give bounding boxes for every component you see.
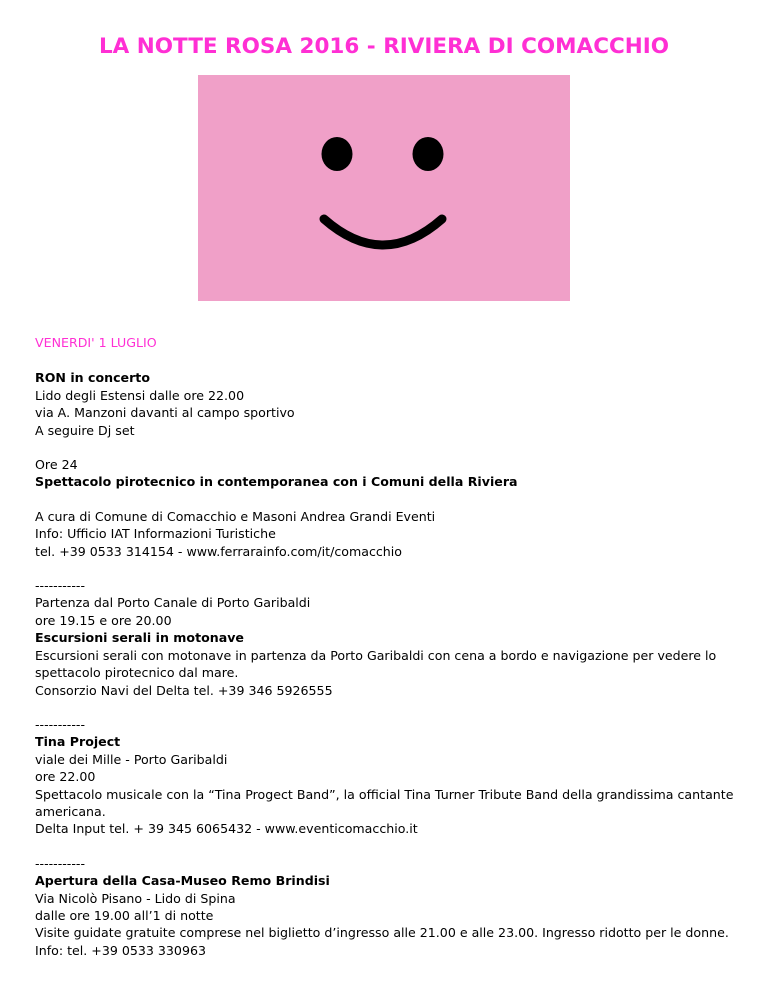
date-heading: VENERDI' 1 LUGLIO [35, 335, 157, 350]
event-text-line: Partenza dal Porto Canale di Porto Garibaldi [35, 595, 311, 611]
page-title: LA NOTTE ROSA 2016 - RIVIERA DI COMACCHIO [98, 34, 670, 59]
event-text-line: Lido degli Estensi dalle ore 22.00 [35, 387, 245, 403]
smile-mouth [324, 219, 442, 245]
event-text-line: Via Nicolò Pisano - Lido di Spina [35, 890, 236, 906]
separator: ----------- [35, 855, 85, 871]
right-eye [413, 137, 444, 171]
separator: ----------- [35, 578, 85, 594]
event-text-line: Info: Ufficio IAT Informazioni Turistiche [35, 526, 276, 542]
event-text-line: A seguire Dj set [35, 422, 135, 438]
event-text-line: Spettacolo musicale con la “Tina Progect Band”, la official Tina Turner Tribute Band della grandissima cantante americana. [35, 786, 734, 819]
event-text-line: viale dei Mille - Porto Garibaldi [35, 751, 228, 767]
notte-rosa-logo [198, 75, 570, 301]
event-text-line: Escursioni serali con motonave in partenza da Porto Garibaldi con cena a bordo e navigazione per vedere lo spettacolo pirotecnico dal mare. [35, 647, 717, 681]
event-title: Apertura della Casa-Museo Remo Brindisi [35, 873, 330, 889]
event-block [35, 716, 735, 838]
event-title: Escursioni serali in motonave [35, 630, 244, 646]
event-text-line: Ore 24 [35, 457, 78, 473]
event-text-line: via A. Manzoni davanti al campo sportivo [35, 405, 295, 421]
event-title: Tina Project [35, 734, 121, 750]
event-list [35, 369, 735, 959]
event-block [35, 577, 735, 699]
event-text-line: tel. +39 0533 314154 - www.ferrarainfo.com/it/comacchio [35, 543, 402, 559]
smiley-face-icon [198, 75, 570, 301]
event-block [35, 456, 735, 491]
separator: ----------- [35, 716, 85, 732]
event-title: RON in concerto [35, 370, 150, 386]
event-text-line: Consorzio Navi del Delta tel. +39 346 5926555 [35, 682, 333, 698]
event-text-line: ore 22.00 [35, 769, 96, 785]
event-title: Spettacolo pirotecnico in contemporanea con i Comuni della Riviera [35, 474, 518, 490]
event-text-line: ore 19.15 e ore 20.00 [35, 612, 172, 628]
event-block [35, 855, 735, 959]
event-block [35, 508, 735, 560]
event-program [35, 334, 735, 976]
event-text-line: A cura di Comune di Comacchio e Masoni Andrea Grandi Eventi [35, 508, 436, 524]
event-text-line: Delta Input tel. + 39 345 6065432 - www.eventicomacchio.it [35, 821, 418, 837]
event-block [35, 369, 735, 439]
left-eye [322, 137, 353, 171]
event-text-line: dalle ore 19.00 all’1 di notte [35, 907, 214, 923]
event-text-line: Visite guidate gratuite comprese nel biglietto d’ingresso alle 21.00 e alle 23.00. Ingresso ridotto per le donne. [35, 925, 729, 941]
event-text-line: Info: tel. +39 0533 330963 [35, 942, 206, 958]
